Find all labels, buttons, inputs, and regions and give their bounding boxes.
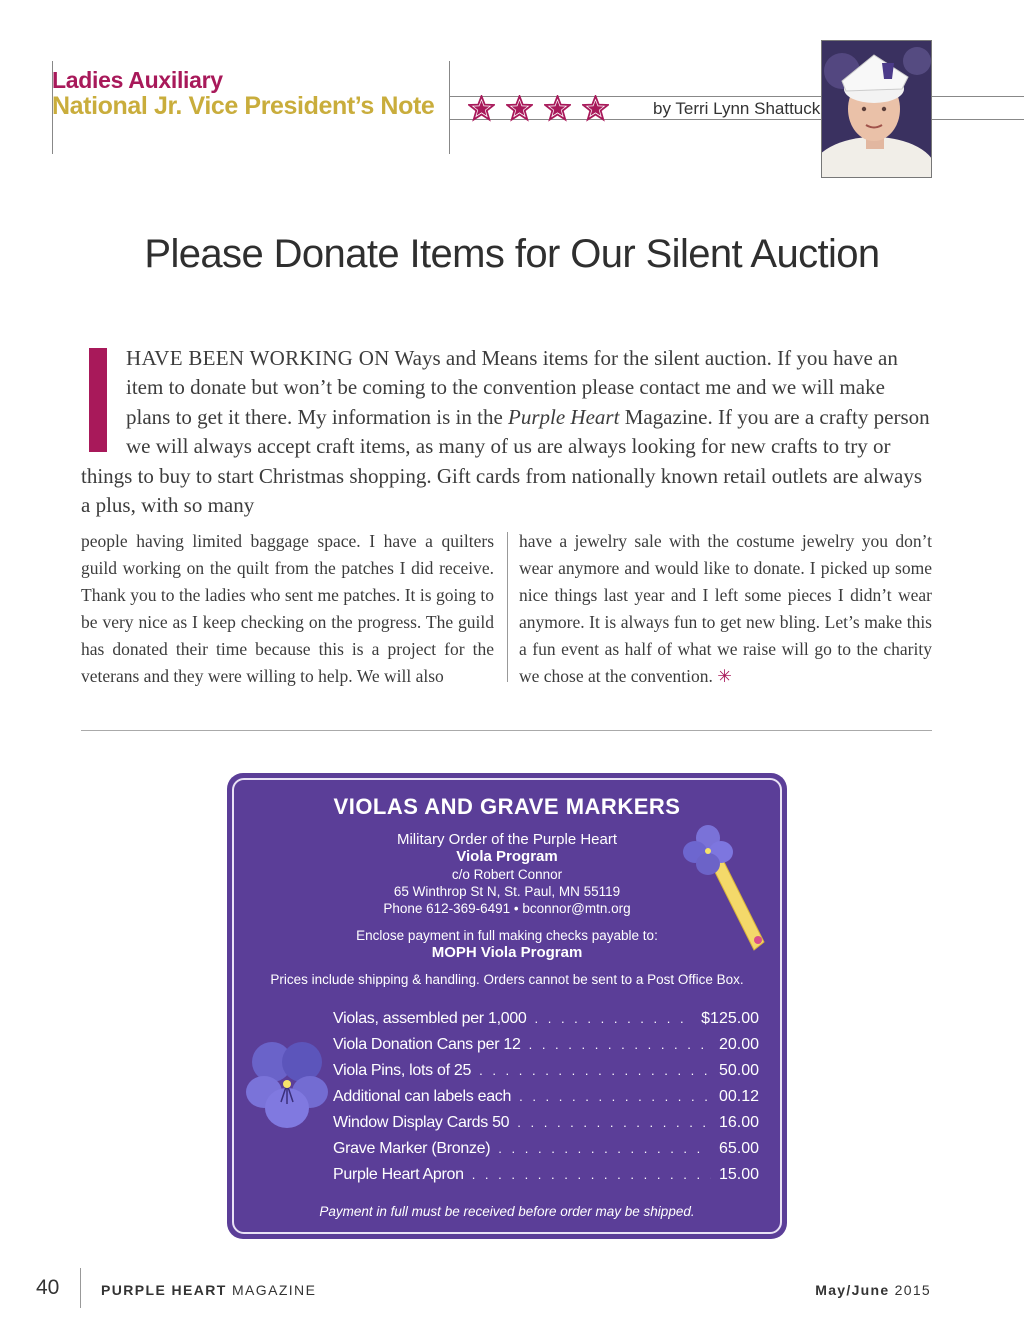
footer-rule: [80, 1268, 81, 1308]
leader-dots: [498, 1141, 711, 1156]
price-item-value: 16.00: [718, 1114, 759, 1131]
leader-dots: [529, 1037, 711, 1052]
ad-org: Military Order of the Purple Heart: [396, 831, 618, 848]
magazine-name-rest: MAGAZINE: [226, 1282, 317, 1298]
body-column-left: people having limited baggage space. I have a quilters guild working on the quilt from the patches I did receive. Thank you to the ladies who sent me patches. It is going to be very nice as I keep checking on the progress. The guild has donated their time because this is a project for the veterans and they were willing to help. We will also: [81, 531, 494, 686]
price-item-label: Additional can labels each: [333, 1088, 512, 1105]
column-divider: [507, 532, 508, 682]
price-item-label: Violas, assembled per 1,000: [333, 1010, 527, 1027]
ad-address: 65 Winthrop St N, St. Paul, MN 55119: [393, 884, 621, 899]
price-item-label: Window Display Cards 50: [333, 1114, 510, 1131]
price-item-value: 15.00: [718, 1166, 759, 1183]
ad-shipping-note: Prices include shipping & handling. Orders cannot be sent to a Post Office Box.: [270, 972, 744, 987]
price-item-value: $125.00: [701, 1010, 759, 1027]
price-row: [333, 1166, 759, 1192]
ad-title: VIOLAS AND GRAVE MARKERS: [333, 794, 681, 819]
viola-ad-inner: [232, 778, 782, 1234]
magazine-name-bold: PURPLE HEART: [101, 1282, 227, 1298]
price-item-value: 20.00: [718, 1036, 759, 1053]
ad-payee: MOPH Viola Program: [431, 944, 583, 961]
section-divider: [81, 730, 932, 731]
star-row: [468, 95, 609, 122]
viola-flower-icon: [246, 1040, 328, 1130]
price-item-label: Viola Pins, lots of 25: [333, 1062, 472, 1079]
star-icon: [582, 95, 609, 122]
issue-year: 2015: [889, 1282, 931, 1298]
lead-text-1: Ways and Means items for the silent auction. If you have an item to donate but won’t be coming to the convention please contact me and we will make plans to get it there. My information is in the: [126, 346, 898, 429]
price-row: [333, 1088, 759, 1114]
section-label: Ladies Auxiliary: [52, 67, 223, 93]
ad-program: Viola Program: [456, 848, 558, 865]
byline: by Terri Lynn Shattuck: [653, 99, 821, 118]
page-number: 40: [36, 1276, 60, 1299]
star-icon: [468, 95, 495, 122]
price-list: [333, 1010, 759, 1192]
header-mid-rule: [449, 61, 450, 154]
lead-smallcaps: HAVE BEEN WORKING ON: [126, 346, 390, 370]
body-column-right: [519, 528, 932, 690]
issue-date: [815, 1282, 931, 1298]
leader-dots: [472, 1167, 711, 1182]
drop-cap: [89, 348, 107, 452]
leader-dots: [519, 1089, 711, 1104]
viola-pin-icon: [682, 822, 772, 954]
body-column-right-text: have a jewelry sale with the costume jewelry you don’t wear anymore and would like to donate. I picked up some nice things last year and I left some pieces I didn’t wear anymore. It is always fun to get new bling. Let’s make this a fun event as half of what we raise will go to the charity we chose at the convention.: [519, 531, 932, 686]
price-row: [333, 1036, 759, 1062]
viola-ad-box: [227, 773, 787, 1239]
end-mark-icon: ✳: [717, 666, 732, 686]
price-item-label: Purple Heart Apron: [333, 1166, 464, 1183]
price-item-value: 65.00: [718, 1140, 759, 1157]
author-photo: [821, 40, 932, 178]
column-title: National Jr. Vice President’s Note: [52, 92, 435, 120]
lead-paragraph: [81, 344, 933, 520]
price-row: [333, 1114, 759, 1140]
leader-dots: [479, 1063, 711, 1078]
article-headline: Please Donate Items for Our Silent Auction: [144, 232, 880, 276]
lead-magazine-italic: Purple Heart: [508, 404, 620, 429]
star-icon: [544, 95, 571, 122]
price-row: [333, 1010, 759, 1036]
ad-phone-email: Phone 612-369-6491 • bconnor@mtn.org: [383, 901, 631, 916]
lead-text-2: Magazine. If you are a crafty person we will always accept craft items, as many of us are always looking for new crafts to try or things to buy to start Christmas shopping. Gift cards from nationally known retail outlets are always a plus, with so many: [81, 404, 930, 518]
ad-care-of: c/o Robert Connor: [451, 867, 563, 882]
price-item-label: Grave Marker (Bronze): [333, 1140, 491, 1157]
price-row: [333, 1062, 759, 1088]
price-row: [333, 1140, 759, 1166]
ad-footer-note: Payment in full must be received before order may be shipped.: [319, 1204, 695, 1219]
leader-dots: [517, 1115, 711, 1130]
magazine-name: [101, 1282, 316, 1298]
star-icon: [506, 95, 533, 122]
ad-payment-note: Enclose payment in full making checks payable to:: [356, 928, 658, 943]
author-portrait-illustration: [822, 41, 932, 178]
leader-dots: [535, 1011, 694, 1026]
price-item-label: Viola Donation Cans per 12: [333, 1036, 521, 1053]
issue-month: May/June: [815, 1282, 890, 1298]
price-item-value: 50.00: [718, 1062, 759, 1079]
price-item-value: 00.12: [718, 1088, 759, 1105]
